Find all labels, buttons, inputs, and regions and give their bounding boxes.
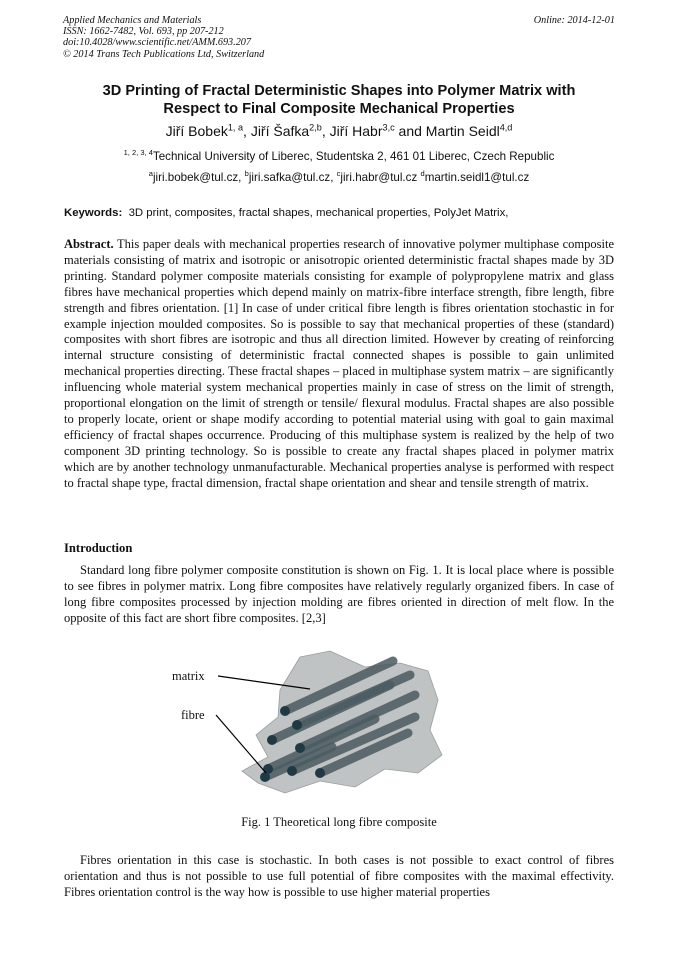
email-mark: d xyxy=(420,169,425,179)
fibre-end xyxy=(260,772,270,782)
email-link[interactable]: jiri.safka@tul.cz xyxy=(248,171,331,184)
author-list xyxy=(40,123,638,139)
author-name: Jiří Habr xyxy=(329,123,383,139)
email-mark: b xyxy=(244,169,249,179)
author-affil-mark: 2,b xyxy=(309,122,322,133)
author-and: and xyxy=(394,123,426,139)
keywords-label: Keywords: xyxy=(64,207,123,219)
author-separator: , xyxy=(321,123,330,139)
fibre-end xyxy=(267,735,277,745)
issn-line: ISSN: 1662-7482, Vol. 693, pp 207-212 xyxy=(63,26,224,38)
journal-name: Applied Mechanics and Materials xyxy=(63,15,202,26)
journal-header xyxy=(63,15,264,60)
fibre-end xyxy=(287,766,297,776)
abstract-text: This paper deals with mechanical properties research of innovative polymer multiphase composite materials consisting of matrix and isotropic or anisotropic oriented deterministic fractal shapes made by 3D printing. Standard polymer composite materials consisting for example of polypropylene matrix and glass fibres have mechanical properties which depend mainly on matrix-fibre interface strength, fibre length, fibre strength and fibres orientation. [1] In case of under critical fibre length is fibres orientation stochastic in for example injection moulded composites. So is possible to say that mechanical properties of these (standard) composites with short fibres are isotropic and thus all direction limited. However by creating of reinforcing internal structure consisting of deterministic fractal connected shapes is possible to gain unlimited mechanical properties directing. These fractal shapes – placed in multiphase system matrix – are significantly influencing whole material system mechanical properties mainly in case of stress on the limit of strength, proportional elongation on the limit of strength or tensile/ flexural modulus. Fractal shapes are also possible to properly locate, orient or shape modify according to potential material using with goal to gain maximal efficiency of fractal shapes occurrence. Producing of this multiphase system is realized by the help of two component 3D printing technology. So is possible to create any fractal shapes placed in polymer matrix which are by another technology unmanufacturable. Mechanical properties analyse is performed with respect to fractal shape type, fractal dimension, fractal shape orientation and shear and tensile strength of matrix. xyxy=(64,237,614,490)
fibre-end xyxy=(292,720,302,730)
author-name: Martin Seidl xyxy=(425,123,500,139)
copyright-line: © 2014 Trans Tech Publications Ltd, Switzerland xyxy=(63,48,265,60)
intro-paragraph-1: Standard long fibre polymer composite constitution is shown on Fig. 1. It is local place where is possible to see fibres in polymer matrix. Long fibre composites have relatively regularly organized fibers. In case of long fibre composites processed by injection molding are fibres oriented in direction of melt flow. In the opposite of this fact are short fibre composites. [2,3] xyxy=(64,563,614,625)
doi-line: doi:10.4028/www.scientific.net/AMM.693.207 xyxy=(63,37,251,49)
fibre-leader-line xyxy=(216,715,266,773)
online-date: Online: 2014-12-01 xyxy=(533,15,615,26)
author-affil-mark: 3,c xyxy=(382,122,395,133)
email-link[interactable]: jiri.habr@tul.cz xyxy=(340,171,418,184)
fibre-end xyxy=(315,768,325,778)
section-heading: Introduction xyxy=(64,541,133,555)
affiliation-text: Technical University of Liberec, Studentska 2, 461 01 Liberec, Czech Republic xyxy=(152,150,555,163)
title-line-1: 3D Printing of Fractal Deterministic Shapes into Polymer Matrix with xyxy=(102,83,576,99)
fibre-end xyxy=(295,743,305,753)
author-affil-mark: 4,d xyxy=(499,122,513,133)
affiliation xyxy=(40,150,638,163)
email-link[interactable]: martin.seidl1@tul.cz xyxy=(424,171,530,184)
author-affil-mark: 1, a xyxy=(227,122,244,133)
email-link[interactable]: jiri.bobek@tul.cz xyxy=(152,171,239,184)
author-name: Jiří Bobek xyxy=(165,123,228,139)
intro-paragraph-2: Fibres orientation in this case is stochastic. In both cases is not possible to exact control of fibres orientation and thus is not possible to use full potential of fibre composites with the maximal effectivity. Fibres orientation control is the way how is possible to use higher material properties xyxy=(64,853,614,899)
affiliation-mark: 1, 2, 3, 4 xyxy=(123,148,153,158)
keywords-text: 3D print, composites, fractal shapes, mechanical properties, PolyJet Matrix, xyxy=(128,207,509,219)
email-list: $^a$jiri.bobek@tul.cz, $^b$jiri.safka@tul.cz, $^c$jiri.habr@tul.cz $^d$martin.seidl1@tul.cz xyxy=(148,169,530,184)
author-name: Jiří Šafka xyxy=(250,123,310,139)
fibre-end xyxy=(280,706,290,716)
abstract xyxy=(64,237,614,492)
title-line-2: Respect to Final Composite Mechanical Properties xyxy=(163,101,515,117)
paper-title xyxy=(40,82,638,118)
abstract-label: Abstract. xyxy=(64,237,114,251)
keywords xyxy=(64,207,620,219)
figure-long-fibre-composite xyxy=(160,645,460,795)
figure-label-fibre: fibre xyxy=(181,708,205,722)
email-mark: a xyxy=(148,169,153,179)
email-mark: c xyxy=(336,169,341,179)
figure-label-matrix: matrix xyxy=(172,669,205,683)
figure-caption: Fig. 1 Theoretical long fibre composite xyxy=(241,815,437,829)
author-separator: , xyxy=(243,123,251,139)
